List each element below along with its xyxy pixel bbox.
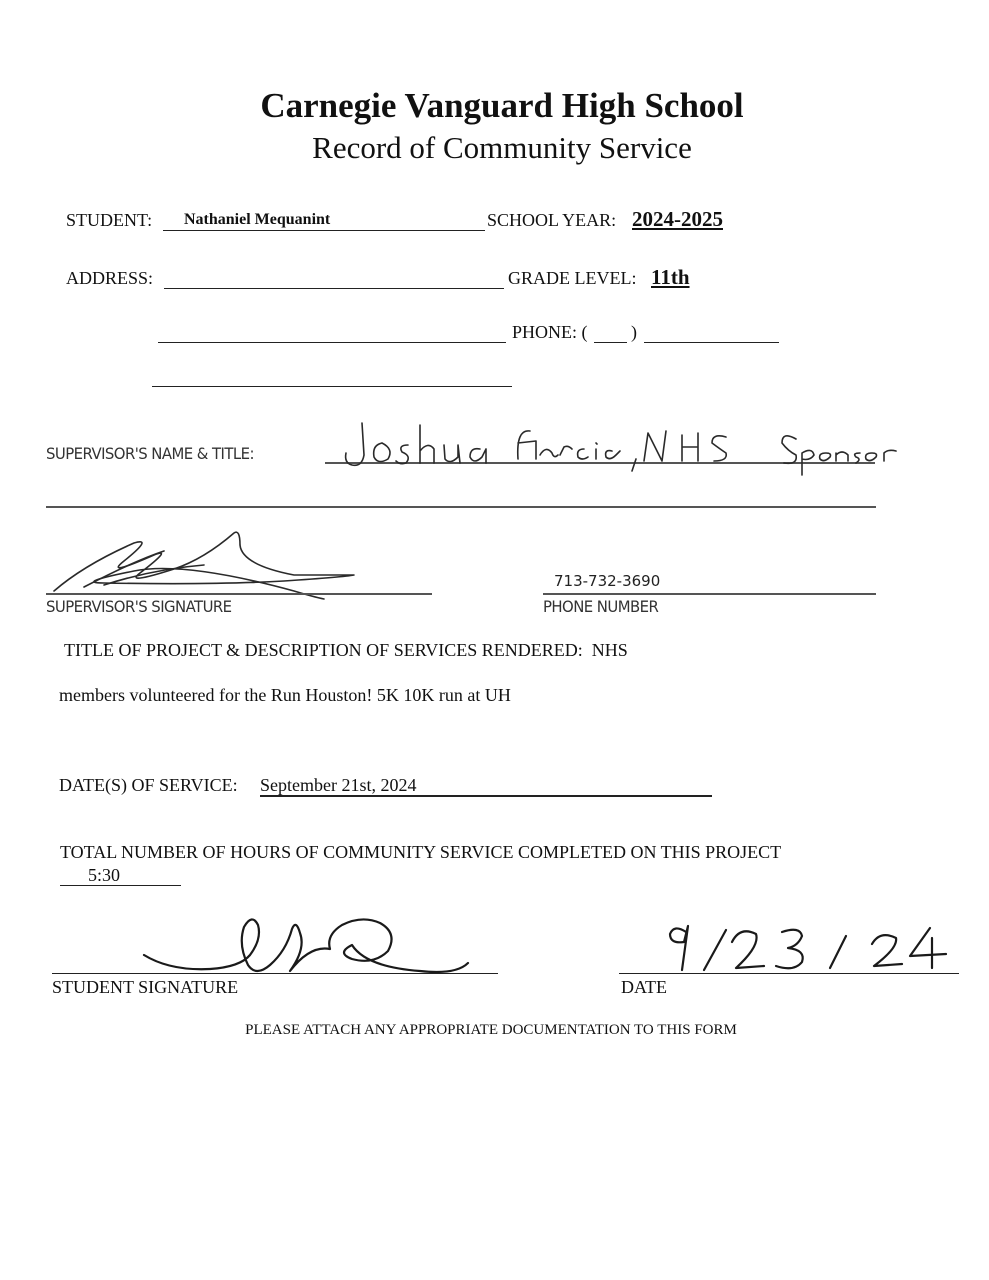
project-label-text: TITLE OF PROJECT & DESCRIPTION OF SERVICES RENDERED: — [64, 640, 583, 660]
supervisor-signature-label: SUPERVISOR'S SIGNATURE — [46, 597, 232, 616]
hours-value: 5:30 — [88, 865, 121, 885]
supervisor-name-label: SUPERVISOR'S NAME & TITLE: — [46, 444, 254, 463]
date-line — [619, 973, 959, 974]
address-line-2 — [158, 342, 506, 343]
project-label — [64, 640, 628, 661]
date-label: DATE — [621, 977, 667, 997]
hours-label: TOTAL NUMBER OF HOURS OF COMMUNITY SERVICE COMPLETED ON THIS PROJECT — [60, 842, 782, 862]
student-name-value: Nathaniel Mequanint — [184, 211, 331, 228]
supervisor-phone-value: 713-732-3690 — [554, 572, 661, 590]
hours-line — [60, 885, 181, 886]
student-label: STUDENT: — [66, 210, 153, 230]
phone-close-paren: ) — [631, 322, 637, 342]
school-year-value: 2024-2025 — [632, 207, 723, 231]
phone-label: PHONE: ( — [512, 322, 588, 342]
school-year-label: SCHOOL YEAR: — [487, 210, 617, 230]
supervisor-phone-line — [543, 593, 876, 595]
supervisor-name-handwriting — [340, 415, 900, 480]
footer-note: PLEASE ATTACH ANY APPROPRIATE DOCUMENTATION TO THIS FORM — [245, 1022, 737, 1038]
supervisor-extra-line — [46, 506, 876, 508]
service-dates-value: September 21st, 2024 — [260, 775, 417, 795]
address-label: ADDRESS: — [66, 268, 154, 288]
service-dates-label: DATE(S) OF SERVICE: — [59, 775, 238, 795]
student-signature-label: STUDENT SIGNATURE — [52, 977, 239, 997]
address-line-1 — [164, 288, 504, 289]
supervisor-signature-line — [46, 593, 432, 595]
address-line-3 — [152, 386, 512, 387]
signature-date-handwriting — [660, 912, 960, 980]
project-description-line1: NHS — [591, 640, 628, 660]
school-name: Carnegie Vanguard High School — [260, 86, 744, 125]
phone-number-line — [644, 342, 779, 343]
form-title: Record of Community Service — [312, 130, 692, 165]
student-name-line — [163, 230, 485, 231]
supervisor-phone-label: PHONE NUMBER — [543, 597, 659, 616]
grade-level-value: 11th — [651, 265, 690, 289]
student-signature-line — [52, 973, 498, 974]
project-description-line2: members volunteered for the Run Houston! 5K 10K run at UH — [59, 685, 511, 705]
grade-level-label: GRADE LEVEL: — [508, 268, 637, 288]
phone-area-line — [594, 342, 627, 343]
